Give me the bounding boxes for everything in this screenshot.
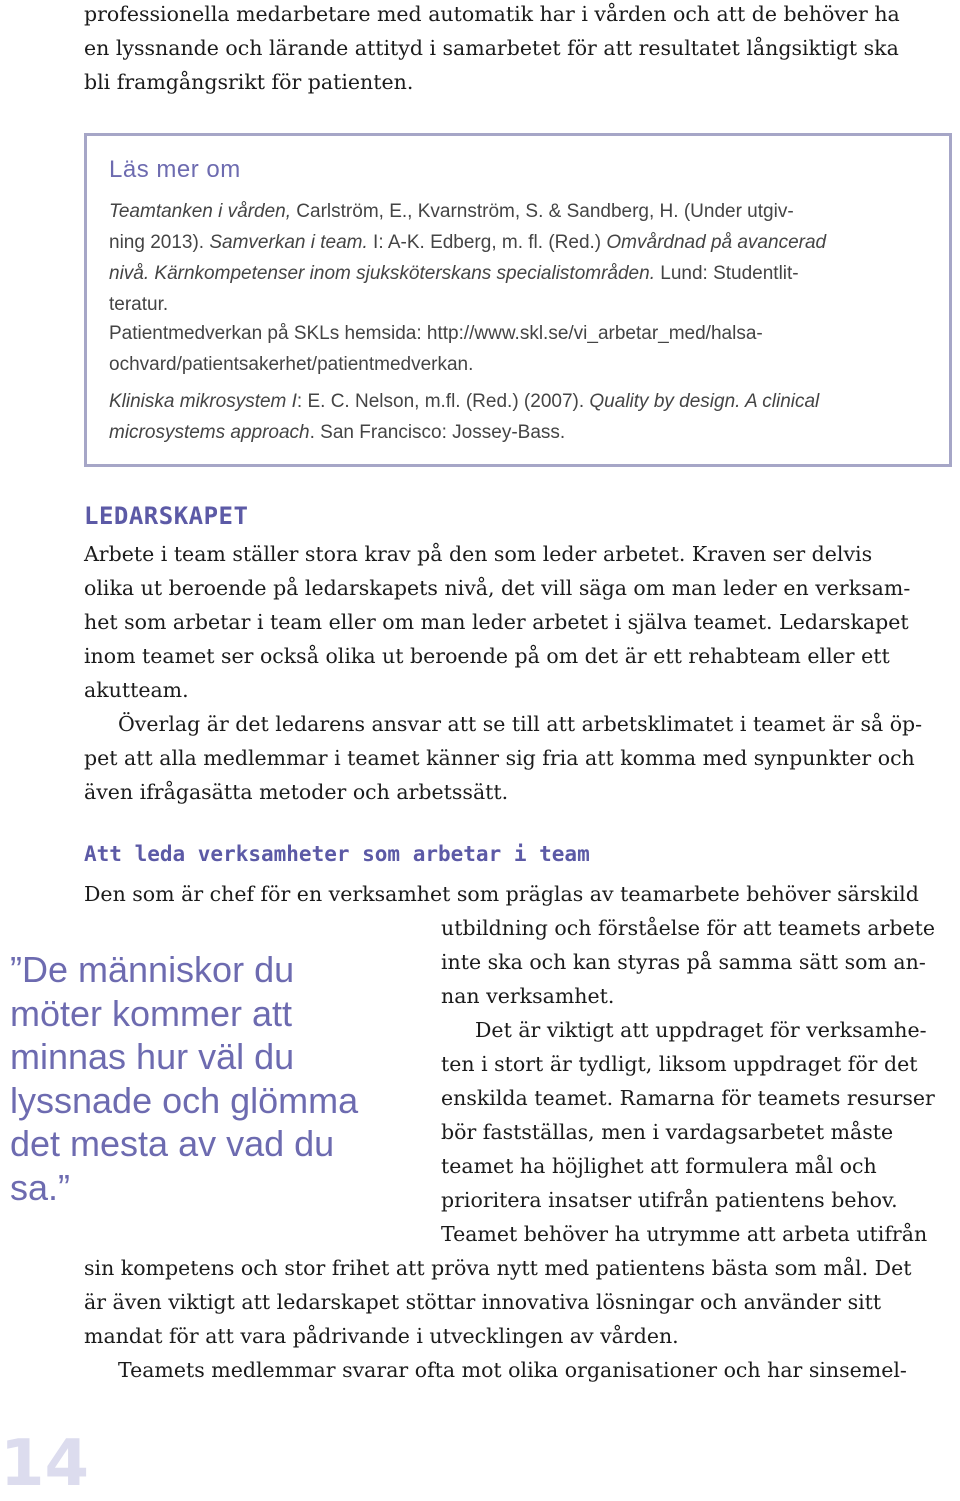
book-title: Omvårdnad på avancerad bbox=[606, 232, 827, 253]
page-number: 14 bbox=[0, 1427, 90, 1501]
ref-text: . San Francisco: Jossey-Bass. bbox=[309, 422, 566, 443]
text-line: mandat för att vara pådrivande i utvecklingen av vården. bbox=[84, 1324, 679, 1348]
text-line: bli framgångsrikt för patienten. bbox=[84, 70, 414, 94]
subsection-heading: Att leda verksamheter som arbetar i team bbox=[84, 842, 590, 866]
book-title: Quality by design. A clinical bbox=[589, 391, 820, 412]
text-line: är även viktigt att ledarskapet stöttar innovativa lösningar och använder sitt bbox=[84, 1290, 882, 1314]
text-line bbox=[109, 417, 819, 448]
text-line: Arbete i team ställer stora krav på den som leder arbetet. Kraven ser delvis bbox=[84, 542, 873, 566]
text-line: professionella medarbetare med automatik har i vården och att de behöver ha bbox=[84, 2, 900, 26]
quote-line: sa.” bbox=[10, 1166, 71, 1208]
quote-line: det mesta av vad du bbox=[10, 1123, 335, 1164]
book-title: Kliniska mikrosystem I bbox=[109, 391, 297, 412]
text-line: pet att alla medlemmar i teamet känner sig fria att komma med synpunkter och bbox=[84, 746, 915, 770]
book-title: microsystems approach bbox=[109, 422, 310, 443]
text-line: inom teamet ser också olika ut beroende på om det är ett rehabteam eller ett bbox=[84, 644, 890, 668]
lead-orgs-wide-paragraph bbox=[84, 1251, 911, 1387]
ref-text: ning 2013). bbox=[109, 232, 210, 253]
text-line: Teamet behöver ha utrymme att arbeta utifrån bbox=[441, 1222, 928, 1246]
text-line: Teamets medlemmar svarar ofta mot olika organisationer och har sinsemel- bbox=[118, 1358, 907, 1382]
further-reading-box bbox=[84, 133, 952, 467]
text-line: bör fastställas, men i vardagsarbetet måste bbox=[441, 1120, 894, 1144]
text-line: akutteam. bbox=[84, 678, 189, 702]
book-title: Teamtanken i vården, bbox=[109, 201, 292, 222]
text-line: prioritera insatser utifrån patientens behov. bbox=[441, 1188, 898, 1212]
text-line bbox=[109, 227, 826, 258]
text-line: Det är viktigt att uppdraget för verksamhe- bbox=[475, 1018, 927, 1042]
ref-text: Carlström, E., Kvarnström, S. & Sandberg, H. (Under utgiv- bbox=[291, 201, 794, 222]
quote-line: minnas hur väl du bbox=[10, 1036, 295, 1077]
section-heading: LEDARSKAPET bbox=[84, 502, 249, 530]
text-line bbox=[109, 196, 826, 227]
text-line bbox=[109, 258, 826, 289]
further-reading-title: Läs mer om bbox=[109, 156, 241, 183]
reference-link[interactable]: Patientmedverkan på SKLs hemsida: http://www.skl.se/vi_arbetar_med/halsa- bbox=[109, 323, 763, 344]
text-line: het som arbetar i team eller om man leder arbetet i själva teamet. Ledarskapet bbox=[84, 610, 909, 634]
text-line: sin kompetens och stor frihet att pröva nytt med patientens bästa som mål. Det bbox=[84, 1256, 912, 1280]
text-line: inte ska och kan styras på samma sätt som an- bbox=[441, 950, 926, 974]
ref-text: I: A-K. Edberg, m. fl. (Red.) bbox=[367, 232, 607, 253]
text-line: enskilda teamet. Ramarna för teamets resurser bbox=[441, 1086, 935, 1110]
text-line: olika ut beroende på ledarskapets nivå, det vill säga om man leder en verksam- bbox=[84, 576, 911, 600]
text-line: en lyssnande och lärande attityd i samarbetet för att resultatet långsiktigt ska bbox=[84, 36, 899, 60]
text-line: teamet ha höjlighet att formulera mål och bbox=[441, 1154, 877, 1178]
text-line: Överlag är det ledarens ansvar att se till att arbetsklimatet i teamet är så öp- bbox=[118, 712, 923, 736]
leadership-paragraph-1 bbox=[84, 537, 922, 809]
text-line: ten i stort är tydligt, liksom uppdraget för det bbox=[441, 1052, 918, 1076]
text-line: även ifrågasätta metoder och arbetssätt. bbox=[84, 780, 509, 804]
book-title: nivå. Kärnkompetenser inom sjuksköterskans specialistområden. bbox=[109, 263, 655, 284]
text-line: utbildning och förståelse för att teamets arbete bbox=[441, 916, 936, 940]
quote-line: ”De människor du bbox=[10, 949, 295, 990]
quote-line: lyssnade och glömma bbox=[10, 1079, 359, 1121]
lead-orgs-narrow-column bbox=[441, 911, 935, 1251]
ref-text: Lund: Studentlit- bbox=[654, 263, 799, 284]
lead-orgs-first-line bbox=[84, 877, 919, 911]
chapter-title: Samverkan i team. bbox=[209, 232, 368, 253]
reference-patientmedverkan bbox=[109, 318, 763, 380]
ref-text: : E. C. Nelson, m.fl. (Red.) (2007). bbox=[296, 391, 590, 412]
reference-mikrosystem bbox=[109, 386, 819, 448]
text-line bbox=[109, 386, 819, 417]
text-line: nan verksamhet. bbox=[441, 984, 615, 1008]
quote-line: möter kommer att bbox=[10, 992, 293, 1034]
pull-quote bbox=[10, 948, 358, 1209]
reference-teamtanken bbox=[109, 196, 826, 320]
text-line: teratur. bbox=[109, 294, 169, 315]
text-line: Den som är chef för en verksamhet som präglas av teamarbete behöver särskild bbox=[84, 882, 919, 906]
intro-paragraph bbox=[84, 0, 900, 99]
reference-link[interactable]: ochvard/patientsakerhet/patientmedverkan. bbox=[109, 354, 474, 375]
